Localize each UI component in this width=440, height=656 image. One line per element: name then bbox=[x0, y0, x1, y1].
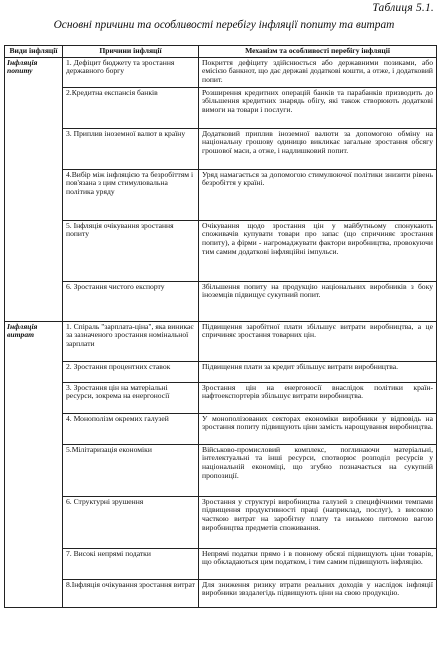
cause-cell: 1. Дефіцит бюджету та зростання державного боргу bbox=[63, 57, 199, 87]
cause-cell: 3. Приплив іноземної валют в країну bbox=[63, 128, 199, 169]
mechanism-cell: Підвищення плати за кредит збільшує витрати виробництва. bbox=[199, 361, 437, 382]
table-row bbox=[5, 496, 437, 548]
cause-cell: 3. Зростання цін на матеріальні ресурси, зокрема на енергоносії bbox=[63, 382, 199, 413]
header-causes: Причини інфляції bbox=[63, 46, 199, 58]
table-number: Таблиця 5.1. bbox=[372, 2, 434, 14]
cause-cell: 4. Монополізм окремих галузей bbox=[63, 413, 199, 444]
header-types: Види інфляції bbox=[5, 46, 63, 58]
cause-cell: 5. Інфляція очікування зростання попиту bbox=[63, 220, 199, 281]
group-cost-inflation: Інфляція витрат bbox=[5, 321, 63, 607]
cause-cell: 7. Високі непрямі податки bbox=[63, 548, 199, 579]
mechanism-cell: Уряд намагається за допомогою стимулюючої політики знизити рівень безробіття у країні. bbox=[199, 169, 437, 220]
table-row bbox=[5, 361, 437, 382]
mechanism-cell: Підвищення заробітної плати збільшує витрати виробництва, а це спричиняє зростання товарних цін. bbox=[199, 321, 437, 361]
table-row bbox=[5, 444, 437, 496]
table-row bbox=[5, 579, 437, 607]
table-row bbox=[5, 169, 437, 220]
mechanism-cell: Військово-промисловий комплекс, поглинаючи матеріальні, інтелектуальні та інші ресурси, спотворює розподіл ресурсів у національній економіці, що згубно позначається на сукупній пропозиції. bbox=[199, 444, 437, 496]
mechanism-cell: Зростання у структурі виробництва галузей з специфічними темпами підвищення продуктивності праці (наприклад, послуг), з високою часткою витрат на заробітну плату та низькою питомою вагою виробництва предметів споживання. bbox=[199, 496, 437, 548]
mechanism-cell: Непрямі податки прямо і в повному обсязі підвищують ціни товарів, що обкладаються цим податком, і тим самим підвищують інфляцію. bbox=[199, 548, 437, 579]
table-title: Основні причини та особливості перебігу інфляції попиту та витрат bbox=[53, 19, 395, 31]
mechanism-cell: Збільшення попиту на продукцію національних виробників з боку іноземців підвищує сукупний попит. bbox=[199, 281, 437, 321]
cause-cell: 5.Мілітаризація економіки bbox=[63, 444, 199, 496]
table-row bbox=[5, 57, 437, 87]
table-row bbox=[5, 281, 437, 321]
mechanism-cell: Розширення кредитних операцій банків та парабанків призводить до збільшення кредитних знарядь обігу, які також створюють додаткові вимоги на товари і послуги. bbox=[199, 87, 437, 128]
cause-cell: 2.Кредитна експансія банків bbox=[63, 87, 199, 128]
table-row bbox=[5, 128, 437, 169]
mechanism-cell: Покриття дефіциту здійснюється або державними позиками, або емісією банкнот, що дає державі додаткові кошти, а отже, і додатковий попит. bbox=[199, 57, 437, 87]
cause-cell: 6. Структурні зрушення bbox=[63, 496, 199, 548]
inflation-causes-table bbox=[4, 45, 437, 608]
table-row bbox=[5, 321, 437, 361]
header-mechanism: Механізм та особливості перебігу інфляції bbox=[199, 46, 437, 58]
table-row bbox=[5, 220, 437, 281]
mechanism-cell: У монополізованих секторах економіки виробники у відповідь на зростання попиту підвищують ціни замість нарощування виробництва. bbox=[199, 413, 437, 444]
table-row bbox=[5, 382, 437, 413]
table-row bbox=[5, 413, 437, 444]
cause-cell: 1. Спіраль "зарплата-ціна", яка виникає за зазначеного зростання номінальної зарплати bbox=[63, 321, 199, 361]
group-demand-inflation: Інфляція попиту bbox=[5, 57, 63, 321]
mechanism-cell: Для зниження ризику втрати реальних доходів у наслідок інфляції виробники звздалегідь підвищують ціни на свою продукцію. bbox=[199, 579, 437, 607]
cause-cell: 4.Вибір між інфляцією та безробіттям і пов'язана з цим стимулювальна політика уряду bbox=[63, 169, 199, 220]
header-row bbox=[5, 46, 437, 58]
mechanism-cell: Очікування щодо зростання цін у майбутньому спонукають споживачів купувати товари про запас (що спричиняє зростання попиту), а фірми - нагромаджувати фактори виробництва, провокуючи тим самим додаткові інфляційні імпульси. bbox=[199, 220, 437, 281]
cause-cell: 8.Інфляція очікування зростання витрат bbox=[63, 579, 199, 607]
table-row bbox=[5, 87, 437, 128]
cause-cell: 6. Зростання чистого експорту bbox=[63, 281, 199, 321]
mechanism-cell: Зростання цін на енергоносії внаслідок політики країн-нафтоекспортерів збільшує витрати виробництва. bbox=[199, 382, 437, 413]
table-row bbox=[5, 548, 437, 579]
mechanism-cell: Додатковий приплив іноземної валюти за допомогою обміну на національну грошову одиницю викликає загальне зростання обсягу грошової маси, а отже, і надлишковий попит. bbox=[199, 128, 437, 169]
cause-cell: 2. Зростання процентних ставок bbox=[63, 361, 199, 382]
